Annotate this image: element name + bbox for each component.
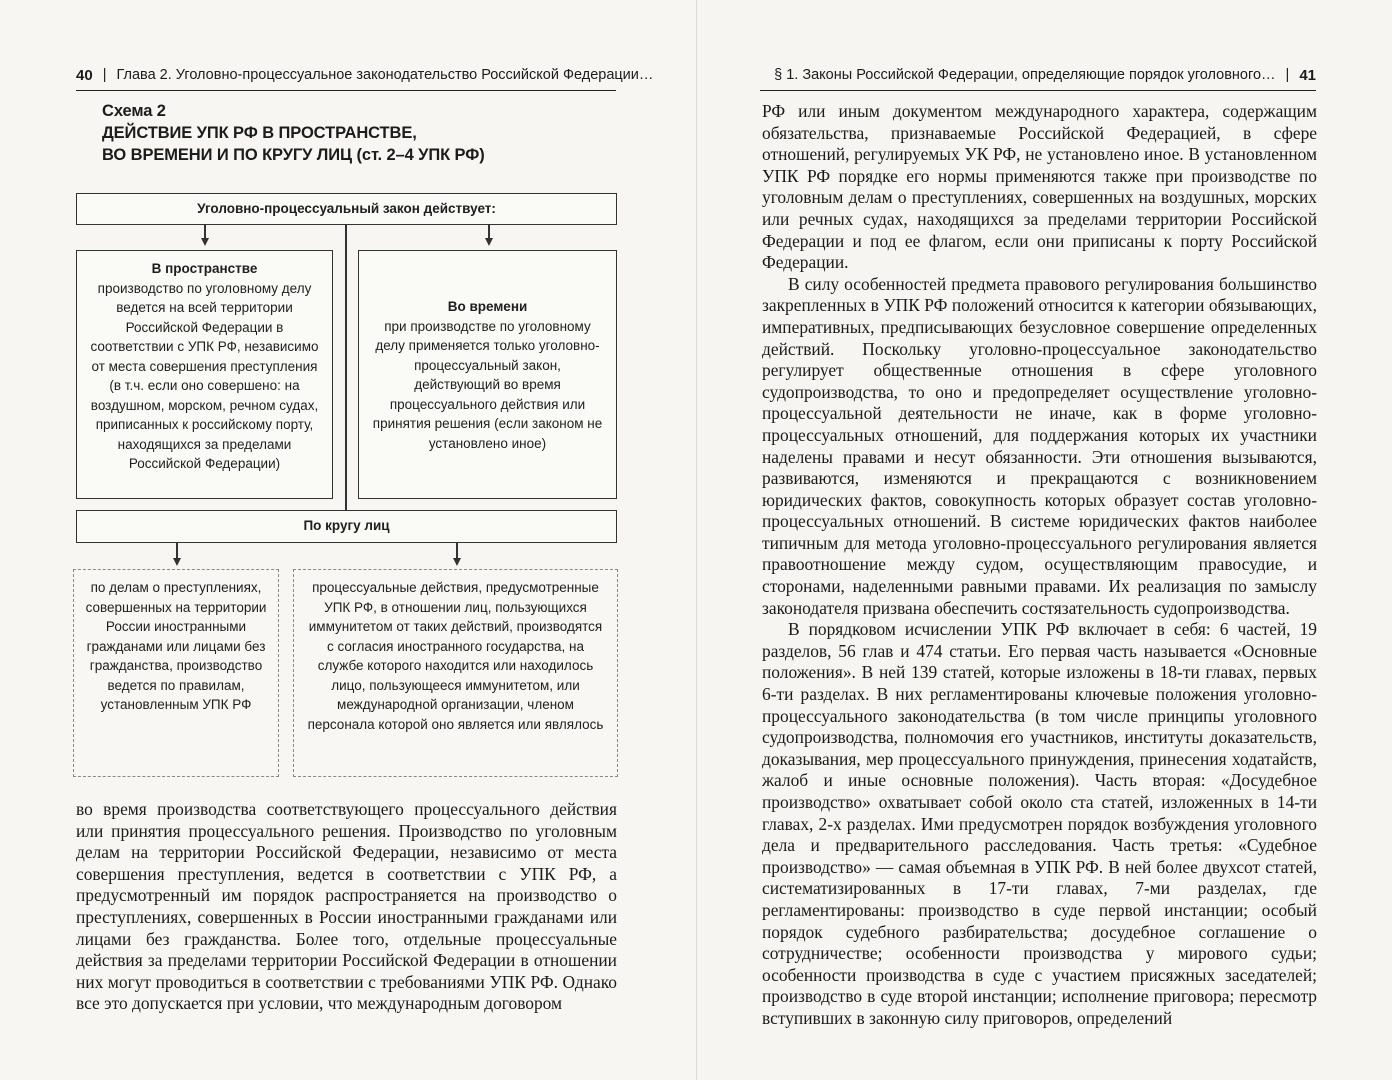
header-separator: | (102, 67, 107, 83)
scheme-title-line-2: ВО ВРЕМЕНИ И ПО КРУГУ ЛИЦ (ст. 2–4 УПК РФ) (102, 146, 485, 164)
time-text: при производстве по уголовному делу применяется только уголовно-процессуальный закон, действующий во время процессуального действия или принятия решения (если законом не установлено иное) (372, 318, 603, 451)
connector-center (345, 225, 347, 510)
right-paragraph-3: В порядковом исчислении УПК РФ включает в себя: 6 частей, 19 разделов, 56 глав и 474 статьи. Его первая часть называется «Основные положения». В ней 139 статей, которые изложены в 18-ти главах, первых 6-ти разделах. В них регламентированы ключевые положения уголовно-процессуального законодательства (в том числе принципы уголовного судопроизводства, полномочия его участников, институты доказательств, доказывания, мер процессуального принуждения, принесения ходатайств, жалоб и иные основные положения). Часть вторая: «Досудебное производство» охватывает собой около ста статей, изложенных в 14-ти главах, 2-х разделах. Ими предусмотрен порядок возбуждения уголовного дела и предварительного расследования. Часть третья: «Судебное производство» — самая объемная в УПК РФ. В ней более двухсот статей, систематизированных в 17-ти главах, 7-ми разделах, где регламентированы: производство в суде первой инстанции; особый порядок судебного разбирательства; досудебное соглашение о сотрудничестве; особенности производства у мирового судьи; особенности производства в суде с участием присяжных заседателей; производство в суде второй инстанции; исполнение приговора; пересмотр вступивших в законную силу приговоров, определений (762, 619, 1317, 1028)
persons-right-text: процессуальные действия, предусмотренные УПК РФ, в отношении лиц, пользующихся иммунитетом от таких действий, производятся с согласия иностранного государства, на службе которого находится или находилось лицо, пользующееся иммунитетом, или международной организации, членом персонала которой оно является или являлось (307, 580, 604, 732)
connector-top-left (204, 225, 206, 239)
arrow-down-icon (485, 238, 493, 246)
left-paragraph: во время производства соответствующего процессуального действия или принятия процессуального решения. Производство по уголовным делам на территории Российской Федерации, независимо от места совершения преступления, ведется в соответствии с УПК РФ, а предусмотренный им порядок распространяется на производство о преступлениях, совершенных в России иностранными гражданами или лицами без гражданства. Более того, отдельные процессуальные действия за пределами территории Российской Федерации в отношении них могут проводиться в соответствии с требованиями УПК РФ. Однако все это допускается при условии, что международным договором (76, 799, 617, 1014)
header-separator: | (1285, 67, 1290, 83)
left-body-text (76, 799, 617, 1015)
arrow-down-icon (453, 558, 461, 566)
diagram-top-box (76, 193, 617, 225)
right-running-head (760, 60, 1316, 91)
space-text: производство по уголовному делу ведется на всей территории Российской Федерации в соответствии с УПК РФ, независимо от места совершения преступления (в т.ч. если оно совершено: на воздушном, морском, речном судах, приписанных к российскому порту, находящихся за пределами Российской Федерации) (90, 280, 319, 471)
diagram-space-box (76, 250, 333, 499)
space-heading: В пространстве (151, 261, 258, 276)
right-paragraph-2: В силу особенностей предмета правового регулирования большинство закрепленных в УПК РФ положений относится к категории обязывающих, императивных, предписывающих безусловное совершение определенных действий. Поскольку уголовно-процессуальное законодательство регулирует общественные отношения в сфере уголовного судопроизводства, то оно и предопределяет осуществление уголовно-процессуальной деятельности не иначе, как в форме уголовно-процессуальных отношений, для поддержания которых их участники наделены правами и несут обязанности. Эти отношения вызываются, развиваются, изменяются и прекращаются с возникновением юридических фактов, совокупность которых образует состав уголовно-процессуальных отношений. В системе юридических фактов наиболее типичным для метода уголовно-процессуального регулирования является правоотношение между судом, осуществляющим правосудие, и сторонами, наделенными равными правами. Их реализация по замыслу законодателя призвана обеспечить состязательность судопроизводства. (762, 273, 1317, 618)
scheme-label: Схема 2 (102, 102, 166, 120)
scheme-title-line-1: ДЕЙСТВИЕ УПК РФ В ПРОСТРАНСТВЕ, (102, 124, 417, 142)
right-body-text (762, 101, 1317, 1030)
persons-left-text: по делам о преступлениях, совершенных на территории России иностранными гражданами или лицами без гражданства, производство ведется по правилам, установленным УПК РФ (85, 580, 267, 712)
diagram-top-box-label: Уголовно-процессуальный закон действует: (197, 201, 496, 216)
right-running-head-text: § 1. Законы Российской Федерации, определяющие порядок уголовного… (774, 67, 1276, 83)
diagram-persons-box (76, 510, 617, 543)
connector-top-right (488, 225, 490, 239)
persons-left-box (73, 569, 279, 777)
arrow-down-icon (201, 238, 209, 246)
diagram-time-box (358, 250, 617, 499)
persons-box-label: По кругу лиц (303, 518, 390, 533)
time-heading: Во времени (447, 299, 528, 314)
arrow-down-icon (173, 558, 181, 566)
connector-persons-right (456, 543, 458, 559)
left-running-head-text: Глава 2. Уголовно-процессуальное законодательство Российской Федерации… (116, 67, 654, 83)
connector-persons-left (176, 543, 178, 559)
persons-right-box (293, 569, 618, 777)
left-page-number: 40 (76, 66, 93, 84)
right-page-number: 41 (1299, 66, 1316, 84)
right-paragraph-1: РФ или иным документом международного характера, содержащим обязательства, признаваемые Российской Федерацией, в сфере отношений, регулируемых УК РФ, не установлено иное. В установленном УПК РФ порядке его нормы применяются также при производстве по уголовным делам о преступлениях, совершенных на воздушных, морских или речных судах, находящихся за пределами территории Российской Федерации и под ее флагом, если они приписаны к порту Российской Федерации. (762, 101, 1317, 273)
